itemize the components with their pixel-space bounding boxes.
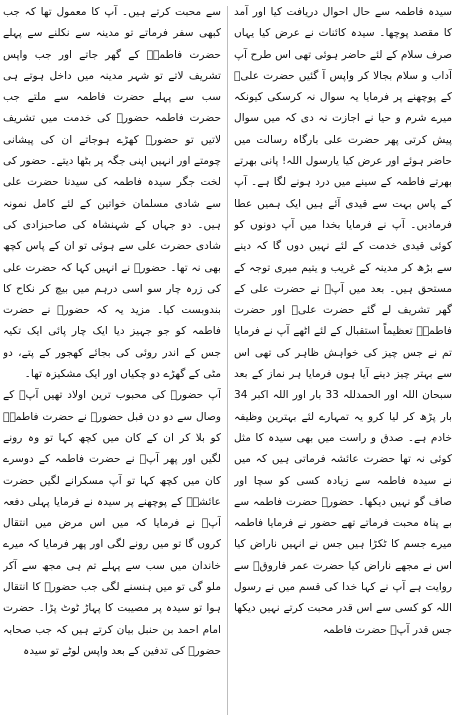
article-column-right	[234, 2, 452, 719]
column-divider	[227, 6, 228, 715]
paragraph: آپ حضورؐ کی محبوب ترین اولاد تھیں آپؐ کے وصال سے دو دن قبل حضورؐ نے حضرت فاطمہؓ کو بلا کر ان کے کان میں کچھ کہا تو وہ رونے لگیں اور پھر آپؐ نے حضرت فاطمہ کے دوسرے کان میں کچھ کہا تو آپ مسکرانے لگیں حضرت عائشہؓ کے پوچھنے پر سیدہ نے فرمایا پہلی دفعہ آپؐ نے فرمایا کہ میں اس مرض میں انتقال کروں گا تو میں رونے لگی اور پھر فرمایا کہ میرے خاندان میں سب سے پہلے تم ہی مجھ سے آکر ملو گی تو میں ہنسنے لگی جب حضورؐ کا انتقال ہوا تو سیدہ پر مصیبت کا پہاڑ ٹوٹ پڑا۔ حضرت امام احمد بن حنبل بیان کرتے ہیں کہ جب صحابہ حضورؐ کی تدفین کے بعد واپس لوٹے تو سیدہ	[3, 389, 221, 657]
article-column-left	[3, 2, 221, 719]
paragraph: سیدہ فاطمہ سے حال احوال دریافت کیا اور آمد کا مقصد پوچھا۔ سیدہ کائنات نے عرض کیا یہاں صرف سلام کے لئے حاضر ہوئی تھی اس طرح آپ آداب و سلام بجالا کر واپس آ گئیں حضرت علیؓ کے پوچھنے پر فرمایا یہ سوال نہ کرسکی کیونکہ میرے شرم و حیا نے اجازت نہ دی کہ میں سوال پیش کرتی پھر حضرت علی بارگاہ رسالت میں حاضر ہوئے اور عرض کیا یارسول اللہ! پانی بھرتے بھرتے فاطمہ کے سینے میں درد ہونے لگا ہے۔ آپ کے پاس بہت سے قیدی آئے ہیں ایک ہمیں عطا فرمادیں۔ آپ نے فرمایا بخدا میں آپ دونوں کو کوئی قیدی خدمت کے لئے نہیں دوں گا کہ دینے سے بڑھ کر مدینہ کے غریب و یتیم میری توجہ کے مستحق ہیں۔ بعد میں آپؐ نے حضرت علی کے گھر تشریف لے گئے حضرت علیؓ اور حضرت فاطمہؓ تعظیماً استقبال کے لئے اٹھے آپ نے فرمایا تم نے جس چیز کی خواہش ظاہر کی تھی اس سے بہتر چیز دینے آیا ہوں فرمایا ہر نماز کے بعد سبحان اللہ اور الحمدللہ 33 بار اور اللہ اکبر 34 بار پڑھ کر لیا کرو یہ تمہارے لئے بہترین وظیفہ خادم ہے۔ صدق و راست میں بھی سیدہ کا مثل کوئی نہ تھا حضرت عائشہ فرماتی ہیں کہ میں نے سیدہ فاطمہ سے زیادہ کسی کو سچا اور صاف گو نہیں دیکھا۔ حضورؐ حضرت فاطمہ سے بے پناہ محبت فرماتے تھے حضور نے فرمایا فاطمہ میرے جسم کا ٹکڑا ہیں جس نے انہیں ناراض کیا اس نے مجھے ناراض کیا حضرت عمر فاروقؓ سے روایت ہے آپ نے کہا خدا کی قسم میں نے رسول اللہ کو کسی سے اس قدر محبت کرتے نہیں دیکھا جس قدر آپؐ حضرت فاطمہ	[234, 6, 452, 636]
paragraph: سے محبت کرتے ہیں۔ آپ کا معمول تھا کہ جب کبھی سفر فرماتے تو مدینہ سے نکلنے سے پہلے حضرت فاطمہؓ کے گھر جاتے اور جب واپس تشریف لاتے تو شہر مدینہ میں داخل ہوتے ہی سب سے پہلے حضرت فاطمہ سے ملتے جب حضرت فاطمہ حضورؐ کی خدمت میں تشریف لاتیں تو حضورؐ کھڑے ہوجاتے ان کی پیشانی چومتے اور انہیں اپنی جگہ پر بٹھا دیتے۔ حضور کی لخت جگر سیدہ فاطمہ کی سیدنا حضرت علی سے شادی مسلمان خواتین کے لئے کامل نمونہ ہیں۔ دو جہاں کے شہنشاہ کی صاحبزادی کی شادی حضرت علی سے ہوئی تو ان کے پاس کچھ بھی نہ تھا۔ حضورؐ نے انہیں کہا کہ حضرت علی کی زرہ چار سو اسی درہم میں بیچ کر نکاح کا بندوبست کیا۔ مزید یہ کہ حضورؐ نے حضرت فاطمہ کو جو جہیز دیا ایک چار پائی ایک تکیہ جس کے اندر روئی کی بجائے کھجور کے پتے، دو مٹی کے گھڑے دو چکیاں اور ایک مشکیزہ تھا۔	[3, 6, 221, 381]
